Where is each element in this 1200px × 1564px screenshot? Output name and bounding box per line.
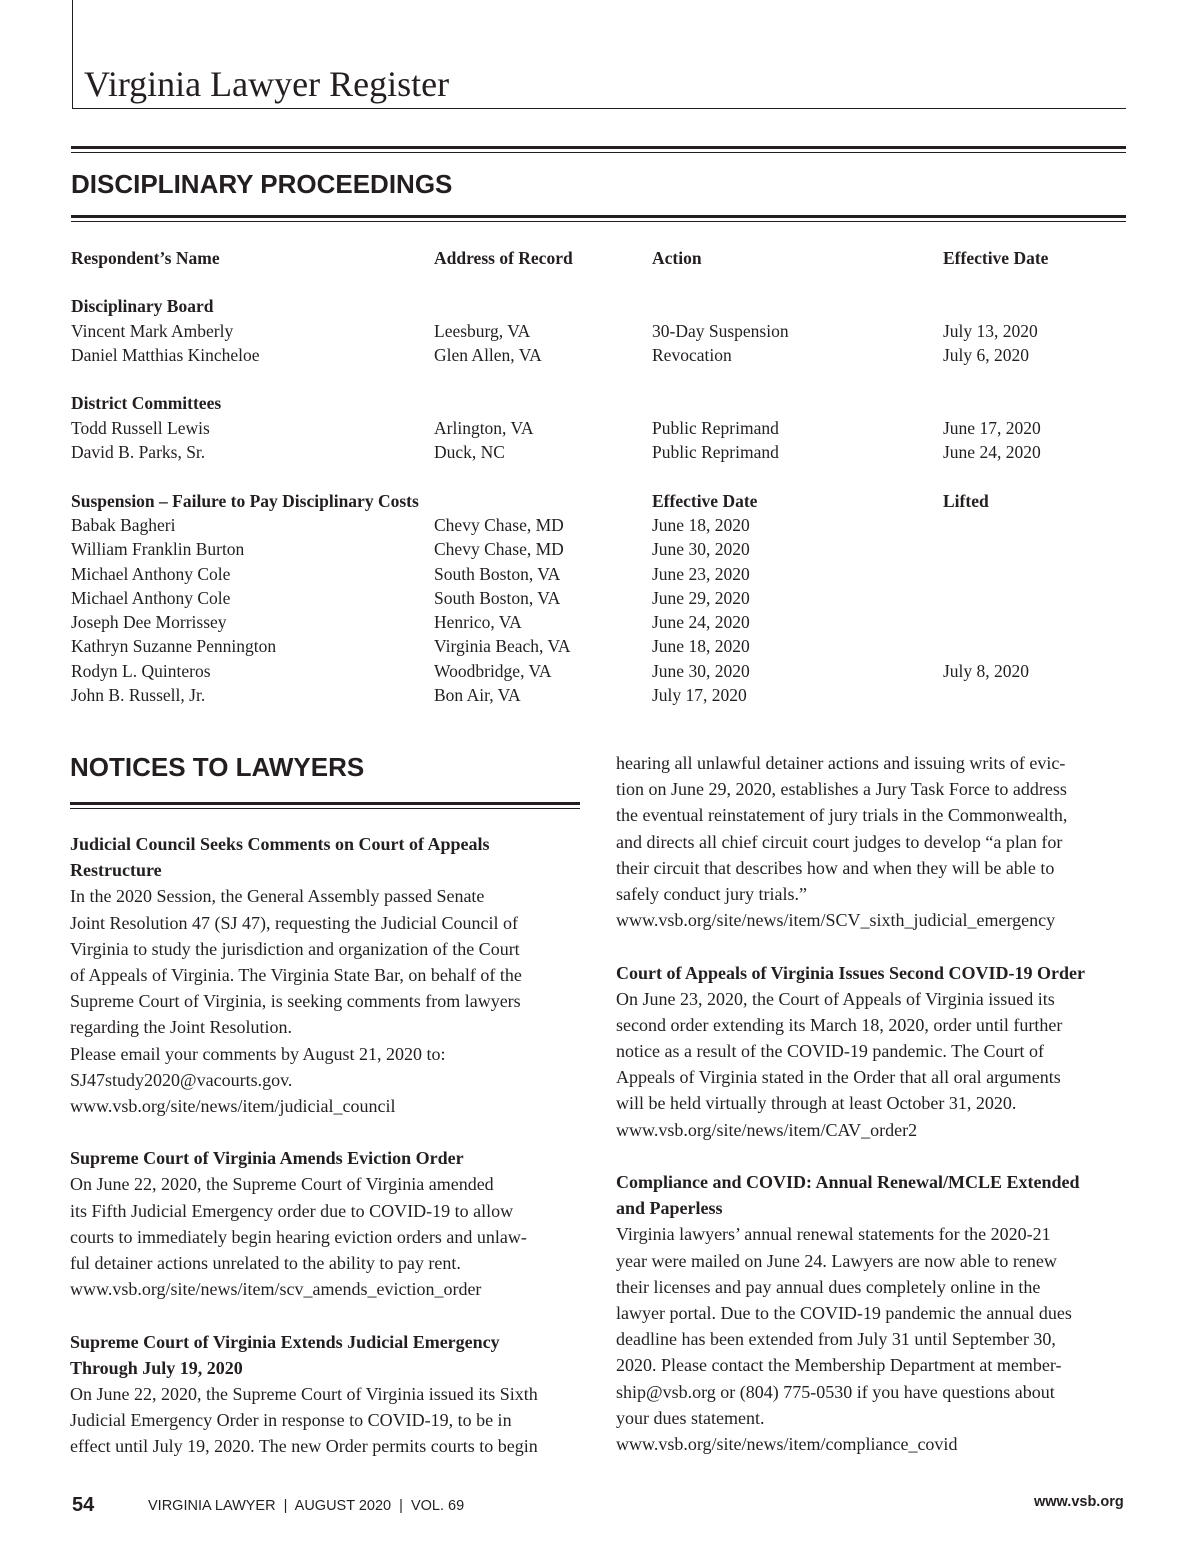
notice-text: the eventual reinstatement of jury trials in the Commonwealth,	[616, 805, 1068, 826]
notice-text: its Fifth Judicial Emergency order due to COVID-19 to allow	[70, 1200, 514, 1221]
notice-text: On June 23, 2020, the Court of Appeals of Virginia issued its	[616, 988, 1055, 1009]
notice-text: second order extending its March 18, 2020, order until further	[616, 1014, 1063, 1035]
group-heading-suspension	[71, 489, 1131, 513]
table-row	[71, 416, 1131, 440]
notice-text: In the 2020 Session, the General Assembly passed Senate	[70, 886, 485, 907]
respondent-name: William Franklin Burton	[71, 539, 245, 560]
notice-heading: Supreme Court of Virginia Extends Judicial Emergency	[70, 1331, 500, 1352]
notice-heading: and Paperless	[616, 1198, 723, 1219]
notice-text: Virginia to study the jurisdiction and organization of the Court	[70, 938, 520, 959]
column-header-effective-date: Effective Date	[943, 248, 1049, 268]
spacer	[70, 1119, 585, 1145]
notice-text: Appeals of Virginia stated in the Order that all oral arguments	[616, 1067, 1061, 1088]
table-row	[71, 683, 1131, 707]
table-row	[71, 659, 1131, 683]
table-row	[71, 562, 1131, 586]
column-header-lifted: Lifted	[943, 490, 989, 511]
notices-left-column	[70, 831, 585, 1460]
notices-section-title: NOTICES TO LAWYERS	[70, 752, 365, 782]
respondent-name: Kathryn Suzanne Pennington	[71, 636, 277, 657]
notice-heading: Court of Appeals of Virginia Issues Second COVID-19 Order	[616, 962, 1086, 983]
notice-link[interactable]: ship@vsb.org or (804) 775-0530 if you have questions about	[616, 1381, 1055, 1402]
notice-text: and directs all chief circuit court judges to develop “a plan for	[616, 831, 1063, 852]
notice-text: Virginia lawyers’ annual renewal statements for the 2020-21	[616, 1224, 1051, 1245]
notice-link[interactable]: www.vsb.org/site/news/item/judicial_council	[70, 1095, 396, 1116]
action: Public Reprimand	[652, 417, 779, 438]
notice-text: their circuit that describes how and when they will be able to	[616, 857, 1055, 878]
notice-text: your dues statement.	[616, 1407, 765, 1428]
effective-date: July 17, 2020	[652, 685, 747, 706]
notice-text: safely conduct jury trials.”	[616, 883, 807, 904]
column-header-action: Action	[652, 248, 702, 268]
table-row	[71, 440, 1131, 464]
respondent-name: Michael Anthony Cole	[71, 587, 231, 608]
notice-link[interactable]: www.vsb.org/site/news/item/compliance_covid	[616, 1433, 958, 1454]
effective-date: June 18, 2020	[652, 514, 750, 535]
group-heading-label: Suspension – Failure to Pay Disciplinary Costs	[71, 490, 419, 511]
respondent-name: Joseph Dee Morrissey	[71, 612, 227, 633]
address-of-record: Chevy Chase, MD	[434, 539, 564, 560]
address-of-record: Glen Allen, VA	[434, 344, 542, 365]
effective-date: June 24, 2020	[652, 612, 750, 633]
table-row	[71, 610, 1131, 634]
group-heading-label: District Committees	[71, 393, 222, 414]
notice-heading: Restructure	[70, 860, 162, 881]
action: Public Reprimand	[652, 442, 779, 463]
table-row	[71, 513, 1131, 537]
notice-link[interactable]: www.vsb.org/site/news/item/CAV_order2	[616, 1119, 918, 1140]
group-heading-label: Disciplinary Board	[71, 296, 214, 317]
spacer	[616, 933, 1156, 959]
address-of-record: Woodbridge, VA	[434, 660, 552, 681]
disciplinary-table	[71, 246, 1131, 707]
notice-heading: Compliance and COVID: Annual Renewal/MCLE Extended	[616, 1172, 1080, 1192]
notice-heading: Judicial Council Seeks Comments on Court of Appeals	[70, 834, 490, 854]
spacer	[616, 1143, 1156, 1169]
notice-text: Please email your comments by August 21, 2020 to:	[70, 1043, 446, 1064]
effective-date: June 30, 2020	[652, 660, 750, 681]
column-header-name: Respondent’s Name	[71, 248, 220, 268]
notice-text: effect until July 19, 2020. The new Order permits courts to begin	[70, 1436, 538, 1457]
address-of-record: Duck, NC	[434, 442, 505, 463]
respondent-name: Michael Anthony Cole	[71, 563, 231, 584]
notice-text: lawyer portal. Due to the COVID-19 pandemic the annual dues	[616, 1302, 1072, 1323]
notices-section-rule	[70, 802, 580, 810]
address-of-record: Arlington, VA	[434, 417, 534, 438]
column-header-address: Address of Record	[434, 248, 573, 268]
website-link[interactable]: www.vsb.org	[1034, 1494, 1124, 1510]
notice-text: tion on June 29, 2020, establishes a Jury Task Force to address	[616, 779, 1067, 800]
header-horizontal-rule	[72, 108, 1126, 109]
notice-text: will be held virtually through at least October 31, 2020.	[616, 1093, 1017, 1114]
header-vertical-rule	[72, 0, 73, 108]
notice-text: hearing all unlawful detainer actions and issuing writs of evic-	[616, 753, 1066, 773]
notice-text: year were mailed on June 24. Lawyers are now able to renew	[616, 1250, 1057, 1271]
effective-date: June 18, 2020	[652, 636, 750, 657]
address-of-record: Virginia Beach, VA	[434, 636, 571, 657]
effective-date: June 23, 2020	[652, 563, 750, 584]
respondent-name: John B. Russell, Jr.	[71, 685, 206, 706]
notice-link[interactable]: SJ47study2020@vacourts.gov.	[70, 1069, 293, 1090]
notice-text: Supreme Court of Virginia, is seeking comments from lawyers	[70, 991, 521, 1012]
column-header-effective-date: Effective Date	[652, 490, 758, 511]
action: 30-Day Suspension	[652, 320, 789, 341]
address-of-record: Chevy Chase, MD	[434, 514, 564, 535]
notice-text: On June 22, 2020, the Supreme Court of Virginia issued its Sixth	[70, 1383, 538, 1404]
table-row	[71, 634, 1131, 658]
address-of-record: Bon Air, VA	[434, 685, 521, 706]
respondent-name: Todd Russell Lewis	[71, 417, 210, 438]
notice-text: Joint Resolution 47 (SJ 47), requesting the Judicial Council of	[70, 912, 518, 933]
publication-line: VIRGINIA LAWYER | AUGUST 2020 | VOL. 69	[148, 1498, 465, 1514]
effective-date: June 29, 2020	[652, 587, 750, 608]
notice-text: On June 22, 2020, the Supreme Court of Virginia amended	[70, 1174, 494, 1195]
group-heading-district	[71, 391, 1131, 415]
notice-text: their licenses and pay annual dues completely online in the	[616, 1276, 1041, 1297]
respondent-name: Daniel Matthias Kincheloe	[71, 344, 260, 365]
notices-right-column	[616, 750, 1156, 1457]
table-row	[71, 586, 1131, 610]
notice-heading: Through July 19, 2020	[70, 1357, 243, 1378]
notice-text: notice as a result of the COVID-19 pandemic. The Court of	[616, 1041, 1045, 1062]
notice-text: Judicial Emergency Order in response to COVID-19, to be in	[70, 1410, 512, 1431]
notice-heading: Supreme Court of Virginia Amends Eviction Order	[70, 1148, 464, 1169]
effective-date: June 17, 2020	[943, 417, 1041, 438]
notice-text: deadline has been extended from July 31 until September 30,	[616, 1329, 1056, 1350]
respondent-name: Rodyn L. Quinteros	[71, 660, 211, 681]
respondent-name: David B. Parks, Sr.	[71, 442, 206, 463]
notice-text: courts to immediately begin hearing eviction orders and unlaw-	[70, 1226, 527, 1247]
table-row	[71, 537, 1131, 561]
group-heading-board	[71, 294, 1131, 318]
notice-link[interactable]: www.vsb.org/site/news/item/scv_amends_eviction_order	[70, 1279, 482, 1300]
effective-date: July 6, 2020	[943, 344, 1030, 365]
address-of-record: Leesburg, VA	[434, 320, 531, 341]
section-rule-bottom	[71, 215, 1126, 223]
respondent-name: Vincent Mark Amberly	[71, 320, 234, 341]
table-row	[71, 319, 1131, 343]
effective-date: June 24, 2020	[943, 442, 1041, 463]
respondent-name: Babak Bagheri	[71, 514, 176, 535]
lifted-date: July 8, 2020	[943, 660, 1030, 681]
spacer	[70, 1302, 585, 1328]
notice-text: ful detainer actions unrelated to the ability to pay rent.	[70, 1253, 461, 1273]
address-of-record: Henrico, VA	[434, 612, 522, 633]
table-header-row	[71, 246, 1131, 270]
action: Revocation	[652, 344, 732, 365]
notice-text: regarding the Joint Resolution.	[70, 1017, 292, 1038]
notice-link[interactable]: www.vsb.org/site/news/item/SCV_sixth_judicial_emergency	[616, 910, 1056, 931]
address-of-record: South Boston, VA	[434, 563, 561, 584]
page-number: 54	[72, 1494, 95, 1516]
notice-text: of Appeals of Virginia. The Virginia State Bar, on behalf of the	[70, 964, 522, 985]
effective-date: July 13, 2020	[943, 320, 1038, 341]
disciplinary-section-title: DISCIPLINARY PROCEEDINGS	[71, 169, 453, 199]
effective-date: June 30, 2020	[652, 539, 750, 560]
table-row	[71, 343, 1131, 367]
address-of-record: South Boston, VA	[434, 587, 561, 608]
notice-text: 2020. Please contact the Membership Department at member-	[616, 1355, 1062, 1376]
register-title: Virginia Lawyer Register	[84, 64, 450, 104]
section-rule-top	[71, 146, 1126, 154]
